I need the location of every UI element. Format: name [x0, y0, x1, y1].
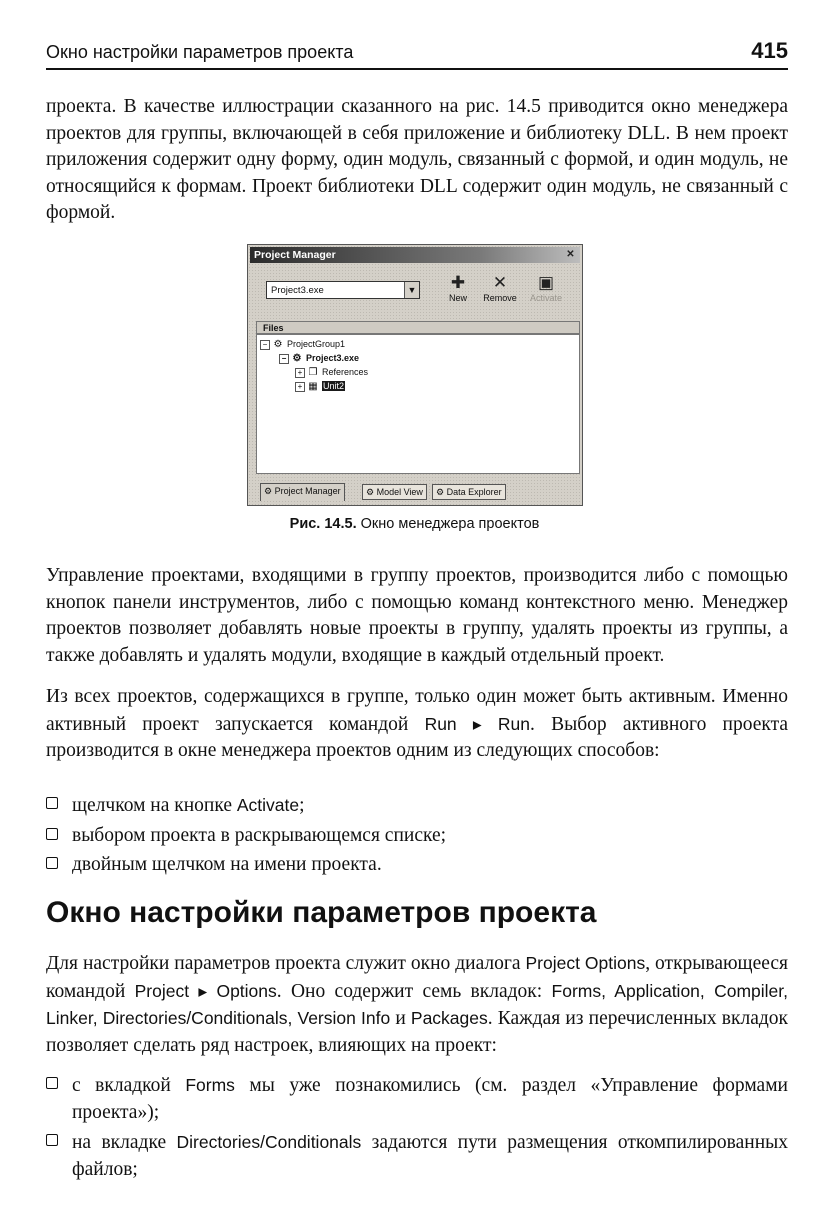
tree-node-unit[interactable] — [295, 380, 345, 393]
paragraph-management: Управление проектами, входящими в группу проектов, производится либо с помощью кнопок панели инструментов, либо с помощью команд контекстного меню. Менеджер проектов позволяет добавлять новые проекты в группу, удалять проекты из группы, а также добавлять и удалять модули, входящие в каждый отдельный проект. — [46, 565, 788, 666]
tab-model-view[interactable] — [362, 484, 427, 500]
tree-node-references-label: References — [322, 367, 369, 377]
run-command: Run ▸ Run — [424, 713, 530, 734]
tree-node-references[interactable] — [295, 366, 368, 379]
tab-project-manager-label: Project Manager — [274, 486, 341, 496]
manager-tabs — [256, 483, 580, 501]
paragraph-intro: проекта. В качестве иллюстрации сказанного на рис. 14.5 приводится окно менеджера проектов для группы, включающей в себя приложение и библиотеку DLL. В нем проект приложения содержит одну форму, один модуль, связанный с формой, и один модуль, не относящийся к формам. Проект библиотеки DLL содержит один модуль, не связанный с формой. — [46, 96, 788, 223]
figure-caption — [0, 516, 829, 532]
new-button[interactable] — [438, 273, 478, 307]
figure-caption-label: Рис. 14.5. — [289, 516, 357, 532]
options-tabs-list — [46, 1072, 788, 1186]
data-explorer-tab-icon: ⚙ — [436, 487, 447, 497]
activation-methods-list — [46, 792, 788, 882]
list-item-text: выбором проекта в раскрывающемся списке; — [72, 824, 447, 846]
section-heading: Окно настройки параметров проекта — [46, 896, 597, 929]
directories-code: Directories/Conditionals — [176, 1132, 362, 1152]
tree-node-project-label: Project3.exe — [306, 353, 360, 363]
files-column-header[interactable]: Files — [256, 321, 580, 334]
paragraph-project-options-part3: . Оно содержит семь вкладок: — [276, 980, 552, 1002]
tab-data-explorer-label: Data Explorer — [446, 487, 502, 497]
tree-node-group[interactable] — [260, 338, 345, 351]
new-project-icon: ✚ — [450, 273, 466, 292]
list-item-post: ; — [299, 795, 305, 816]
checkbox-bullet-icon — [46, 797, 58, 809]
project-options-command: Project ▸ Options — [134, 980, 277, 1001]
list-item — [46, 792, 788, 820]
tab-model-view-label: Model View — [376, 487, 423, 497]
list-item — [46, 1072, 788, 1126]
remove-button-label: Remove — [483, 293, 517, 303]
running-header — [46, 38, 788, 70]
project-combo-value: Project3.exe — [271, 285, 324, 296]
checkbox-bullet-icon — [46, 857, 58, 869]
list-item-post: мы уже познакомились (см. раздел «Управление формами проекта»); — [72, 1075, 788, 1123]
model-view-tab-icon: ⚙ — [366, 487, 377, 497]
tree-node-unit-label: Unit2 — [323, 381, 345, 391]
paragraph-project-options-part2: , открывающееся командой — [46, 953, 788, 1002]
paragraph-active-project — [46, 684, 788, 765]
project-options-last-tab: Packages — [410, 1008, 488, 1028]
list-item-text: с вкладкой — [72, 1075, 186, 1096]
activate-icon: ▣ — [537, 273, 555, 292]
list-item — [46, 852, 788, 879]
project-manager-screenshot — [247, 244, 583, 506]
remove-button[interactable] — [480, 273, 520, 307]
expand-icon[interactable]: + — [295, 382, 305, 392]
list-item-text: щелчком на кнопке — [72, 795, 237, 816]
paragraph-active-project-part1: Из всех проектов, содержащихся в группе, только один может быть активным. Именно активный проект запускается командой — [46, 686, 788, 735]
checkbox-bullet-icon — [46, 828, 58, 840]
project-combo[interactable] — [266, 281, 420, 299]
window-title-bar — [250, 247, 580, 263]
list-item-text: двойным щелчком на имени проекта. — [72, 854, 382, 875]
project-group-icon: ⚙ — [273, 339, 283, 350]
paragraph-active-project-part2: . Выбор активного проекта производится в окне менеджера проектов одним из следующих способов: — [46, 713, 788, 761]
project-tree[interactable] — [256, 334, 580, 474]
paragraph-project-options-part4: . Каждая из перечисленных вкладок позволяет сделать ряд настроек, влияющих на проект: — [46, 1008, 789, 1056]
tree-node-project[interactable] — [279, 352, 359, 365]
list-item — [46, 1129, 788, 1183]
chevron-down-icon[interactable]: ▼ — [404, 282, 419, 298]
list-item — [46, 823, 788, 850]
window-title: Project Manager — [254, 249, 336, 261]
expand-icon[interactable]: + — [295, 368, 305, 378]
references-icon: ❐ — [308, 367, 318, 378]
unit-icon: ▦ — [308, 381, 318, 392]
figure-caption-text: Окно менеджера проектов — [360, 516, 540, 532]
remove-icon: ✕ — [492, 273, 508, 292]
activate-code: Activate — [236, 795, 300, 815]
paragraph-project-options-part1: Для настройки параметров проекта служит окно диалога — [46, 953, 526, 974]
project-options-dialog: Project Options — [525, 953, 646, 973]
forms-code: Forms — [185, 1075, 235, 1095]
paragraph-project-options — [46, 950, 788, 1059]
close-icon[interactable]: ✕ — [566, 249, 575, 260]
tab-data-explorer[interactable] — [432, 484, 506, 500]
collapse-icon[interactable]: − — [260, 340, 270, 350]
running-title: Окно настройки параметров проекта — [46, 42, 354, 62]
collapse-icon[interactable]: − — [279, 354, 289, 364]
activate-button[interactable] — [526, 273, 566, 307]
checkbox-bullet-icon — [46, 1077, 58, 1089]
tab-project-manager[interactable] — [260, 483, 345, 501]
list-item-post: задаются пути размещения откомпилированных файлов; — [72, 1132, 788, 1180]
checkbox-bullet-icon — [46, 1134, 58, 1146]
paragraph-project-options-and: и — [390, 1008, 411, 1029]
new-button-label: New — [448, 293, 467, 303]
project-options-tabs: Forms, Application, Compiler, Linker, Directories/Conditionals, Version Info — [46, 980, 788, 1028]
project-manager-tab-icon: ⚙ — [264, 486, 275, 496]
activate-button-label: Activate — [529, 293, 562, 303]
application-icon: ⚙ — [292, 353, 302, 364]
page-number: 415 — [751, 38, 788, 63]
list-item-text: на вкладке — [72, 1132, 177, 1153]
tree-node-group-label: ProjectGroup1 — [287, 339, 346, 349]
